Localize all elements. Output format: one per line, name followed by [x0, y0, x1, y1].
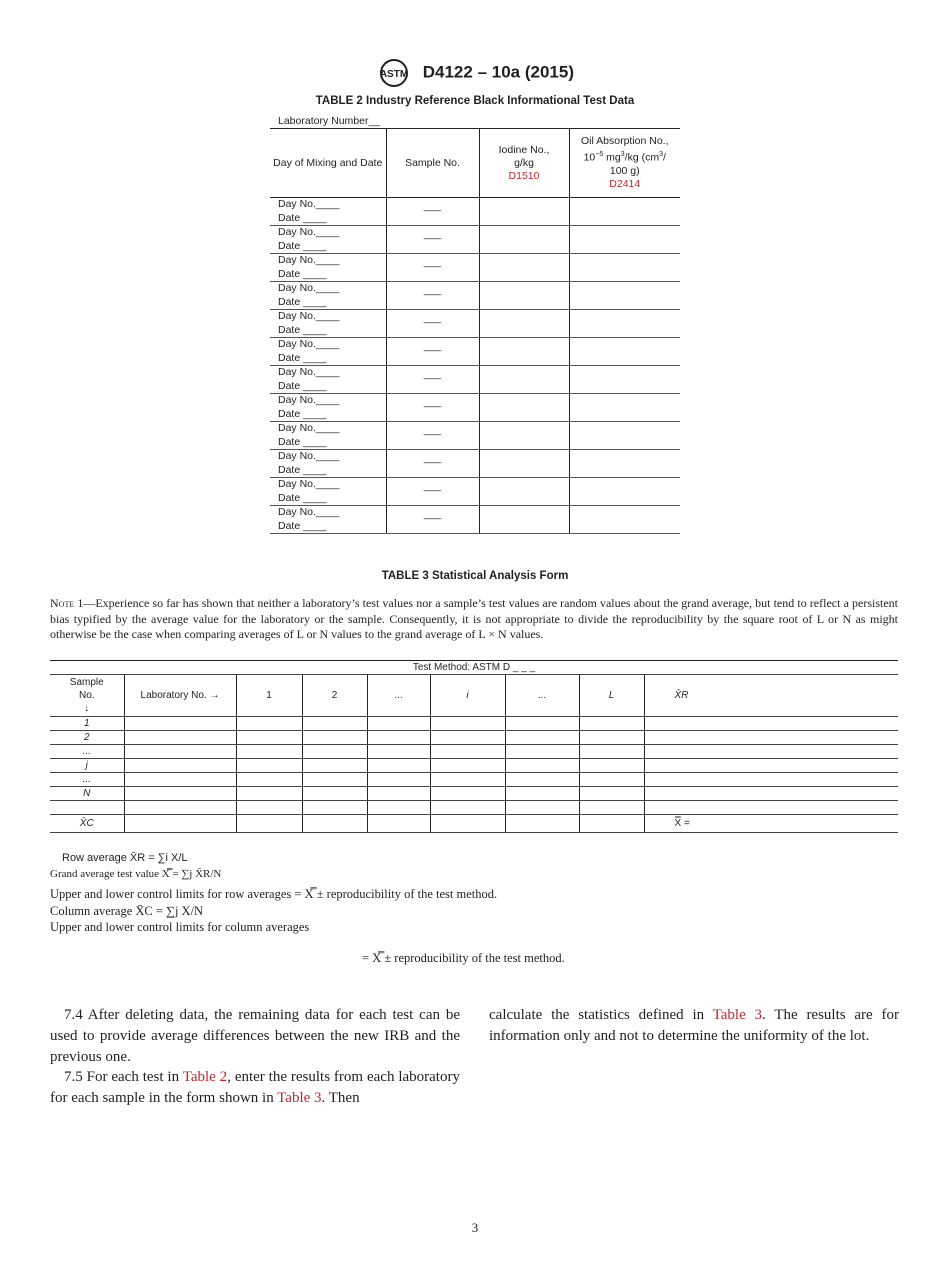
col-header: Laboratory No. → — [124, 675, 236, 717]
value-cell[interactable] — [124, 717, 236, 731]
sample-label: j — [50, 759, 124, 773]
table2-title: TABLE 2 Industry Reference Black Informational Test Data — [315, 95, 635, 107]
value-cell[interactable] — [236, 745, 302, 759]
iodine-cell[interactable] — [479, 198, 569, 226]
iodine-cell[interactable] — [479, 422, 569, 450]
grand-average-cell[interactable]: X̿ = — [644, 815, 898, 833]
day-date-cell[interactable]: Day No.____ Date ____ — [270, 366, 386, 394]
day-date-cell[interactable]: Day No.____ Date ____ — [270, 226, 386, 254]
value-cell[interactable] — [302, 717, 367, 731]
table-row — [50, 745, 898, 759]
table-row — [50, 731, 898, 745]
sample-label: X̄C — [50, 815, 124, 833]
astm-logo — [376, 58, 412, 88]
value-cell[interactable] — [505, 731, 579, 745]
sample-cell[interactable]: ___ — [386, 506, 479, 534]
iodine-cell[interactable] — [479, 366, 569, 394]
table-row — [270, 198, 680, 226]
value-cell[interactable] — [302, 731, 367, 745]
day-date-cell[interactable]: Day No.____ Date ____ — [270, 394, 386, 422]
d1510-link[interactable]: D1510 — [508, 169, 540, 182]
table-row — [270, 226, 680, 254]
col-header: L — [579, 675, 644, 717]
sample-cell[interactable]: ___ — [386, 366, 479, 394]
day-date-cell[interactable]: Day No.____ Date ____ — [270, 422, 386, 450]
col-header: 1 — [236, 675, 302, 717]
value-cell[interactable] — [367, 745, 430, 759]
table-row — [270, 310, 680, 338]
value-cell[interactable] — [124, 745, 236, 759]
table3-link[interactable]: Table 3 — [277, 1090, 322, 1106]
table3-link[interactable]: Table 3 — [712, 1007, 763, 1023]
oil-absorption-cell[interactable] — [569, 198, 680, 226]
value-cell[interactable] — [579, 759, 644, 773]
table-row — [270, 254, 680, 282]
value-cell[interactable] — [579, 801, 644, 815]
value-cell[interactable] — [579, 773, 644, 787]
col-header: X̄R — [644, 675, 898, 717]
value-cell[interactable] — [430, 787, 505, 801]
value-cell[interactable] — [124, 815, 236, 833]
value-cell[interactable] — [124, 759, 236, 773]
col-header-oil: Oil Absorption No., $10^{-5}$ $mg^3/kg$ ($cm^3/$ 100 g) D2414 — [569, 129, 680, 198]
table-row — [50, 815, 898, 833]
table-row — [270, 282, 680, 310]
oil-absorption-cell[interactable] — [569, 450, 680, 478]
value-cell[interactable] — [430, 801, 505, 815]
iodine-cell[interactable] — [479, 282, 569, 310]
value-cell[interactable] — [302, 815, 367, 833]
table-row — [50, 717, 898, 731]
col-header-day: Day of Mixing and Date — [270, 129, 386, 198]
iodine-cell[interactable] — [479, 226, 569, 254]
formula-column-limits-value: = X̿ ± reproducibility of the test method. — [362, 951, 565, 965]
value-cell[interactable] — [430, 815, 505, 833]
sample-cell[interactable]: ___ — [386, 198, 479, 226]
iodine-cell[interactable] — [479, 338, 569, 366]
paragraph-7-5: 7.5 For each test in Table 2, enter the results from each laboratory for each sample in the form shown in Table 3. Then — [50, 1069, 460, 1106]
value-cell[interactable] — [644, 759, 898, 773]
value-cell[interactable] — [367, 717, 430, 731]
value-cell[interactable] — [579, 731, 644, 745]
value-cell[interactable] — [124, 787, 236, 801]
sample-cell[interactable]: ___ — [386, 226, 479, 254]
value-cell[interactable] — [430, 745, 505, 759]
sample-cell[interactable]: ___ — [386, 450, 479, 478]
sample-label: ... — [50, 745, 124, 759]
iodine-cell[interactable] — [479, 394, 569, 422]
table-row — [270, 422, 680, 450]
formula-row-limits: Upper and lower control limits for row averages = X̿ ± reproducibility of the test method. — [50, 887, 498, 901]
value-cell[interactable] — [505, 773, 579, 787]
value-cell[interactable] — [579, 815, 644, 833]
value-cell[interactable] — [302, 773, 367, 787]
table-row — [270, 506, 680, 534]
table-row — [270, 366, 680, 394]
table3-title: TABLE 3 Statistical Analysis Form — [381, 570, 569, 582]
value-cell[interactable] — [367, 773, 430, 787]
day-date-cell[interactable]: Day No.____ Date ____ — [270, 450, 386, 478]
value-cell[interactable] — [124, 773, 236, 787]
value-cell[interactable] — [505, 787, 579, 801]
table2-link[interactable]: Table 2 — [182, 1069, 228, 1085]
oil-absorption-cell[interactable] — [569, 226, 680, 254]
iodine-cell[interactable] — [479, 254, 569, 282]
note-1: Note 1—Experience so far has shown that neither a laboratory’s test values nor a sample’s test values are random values about the grand average, but tend to reflect a persistent bias typified by the average value for the laboratory or the sample. Consequently, it is not appropriate to divide the reproducibility by the square root of L or N as might otherwise be the case when comparing averages of L or N values to the grand average of L × N values. — [50, 596, 899, 641]
value-cell[interactable] — [367, 787, 430, 801]
formula-column-limits: Upper and lower control limits for column averages — [50, 920, 310, 934]
oil-absorption-cell[interactable] — [569, 394, 680, 422]
value-cell[interactable] — [367, 815, 430, 833]
oil-absorption-cell[interactable] — [569, 506, 680, 534]
value-cell[interactable] — [644, 731, 898, 745]
value-cell[interactable] — [367, 731, 430, 745]
formula-column-average: Column average X̄C = ∑j X/N — [50, 904, 204, 918]
value-cell[interactable] — [124, 801, 236, 815]
table-row — [270, 338, 680, 366]
table-row — [270, 450, 680, 478]
day-date-cell[interactable]: Day No.____ Date ____ — [270, 198, 386, 226]
col-header: ... — [367, 675, 430, 717]
value-cell[interactable] — [367, 801, 430, 815]
sample-label: 2 — [50, 731, 124, 745]
table3 — [50, 660, 898, 833]
value-cell[interactable] — [579, 717, 644, 731]
value-cell[interactable] — [505, 815, 579, 833]
oil-absorption-cell[interactable] — [569, 254, 680, 282]
oil-absorption-cell[interactable] — [569, 338, 680, 366]
formula-grand-average: Grand average test value X̿ = ∑j X̄R/N — [50, 868, 222, 880]
sample-cell[interactable]: ___ — [386, 478, 479, 506]
col-header: Sample No. ↓ — [50, 675, 124, 717]
table-row — [50, 787, 898, 801]
sample-label: 1 — [50, 717, 124, 731]
iodine-cell[interactable] — [479, 478, 569, 506]
sample-cell[interactable]: ___ — [386, 254, 479, 282]
day-date-cell[interactable]: Day No.____ Date ____ — [270, 282, 386, 310]
page-number: 3 — [471, 1220, 479, 1235]
sample-cell[interactable]: ___ — [386, 282, 479, 310]
day-date-cell[interactable]: Day No.____ Date ____ — [270, 506, 386, 534]
table-row — [270, 478, 680, 506]
sample-cell[interactable]: ___ — [386, 422, 479, 450]
oil-absorption-cell[interactable] — [569, 282, 680, 310]
designation: D4122 – 10a (2015) — [422, 62, 574, 82]
day-date-cell[interactable]: Day No.____ Date ____ — [270, 338, 386, 366]
iodine-cell[interactable] — [479, 506, 569, 534]
oil-absorption-cell[interactable] — [569, 422, 680, 450]
col-header: i — [430, 675, 505, 717]
value-cell[interactable] — [430, 759, 505, 773]
value-cell[interactable] — [236, 773, 302, 787]
value-cell[interactable] — [579, 745, 644, 759]
paragraph-7-5-continued: calculate the statistics defined in Table 3. The results are for information only and not to determine the uniformity of the lot. — [489, 1007, 899, 1044]
value-cell[interactable] — [644, 801, 898, 815]
table-row — [270, 394, 680, 422]
value-cell[interactable] — [644, 717, 898, 731]
sample-cell[interactable]: ___ — [386, 310, 479, 338]
table-row — [50, 759, 898, 773]
value-cell[interactable] — [124, 731, 236, 745]
table2 — [270, 128, 680, 534]
sample-label — [50, 801, 124, 815]
value-cell[interactable] — [236, 717, 302, 731]
value-cell[interactable] — [430, 773, 505, 787]
col-header-iodine: Iodine No., g/kg D1510 — [479, 129, 569, 198]
value-cell[interactable] — [236, 787, 302, 801]
sample-label: N — [50, 787, 124, 801]
document-header — [0, 58, 950, 88]
sample-cell[interactable]: ___ — [386, 394, 479, 422]
svg-text:ASTM: ASTM — [379, 69, 409, 80]
value-cell[interactable] — [505, 745, 579, 759]
laboratory-number-label: Laboratory Number__ — [278, 115, 381, 127]
value-cell[interactable] — [236, 815, 302, 833]
value-cell[interactable] — [430, 717, 505, 731]
oil-absorption-cell[interactable] — [569, 366, 680, 394]
value-cell[interactable] — [302, 759, 367, 773]
table-row — [50, 801, 898, 815]
day-date-cell[interactable]: Day No.____ Date ____ — [270, 310, 386, 338]
value-cell[interactable] — [236, 731, 302, 745]
day-date-cell[interactable]: Day No.____ Date ____ — [270, 254, 386, 282]
col-header: ... — [505, 675, 579, 717]
formula-row-average: Row average X̄R = ∑i X/L — [62, 852, 188, 864]
value-cell[interactable] — [644, 787, 898, 801]
value-cell[interactable] — [236, 759, 302, 773]
col-header-sample: Sample No. — [386, 129, 479, 198]
sample-cell[interactable]: ___ — [386, 338, 479, 366]
paragraph-7-4: 7.4 After deleting data, the remaining data for each test can be used to provide average differences between the new IRB and the previous one. — [50, 1007, 460, 1065]
value-cell[interactable] — [505, 801, 579, 815]
value-cell[interactable] — [505, 717, 579, 731]
col-header: 2 — [302, 675, 367, 717]
value-cell[interactable] — [644, 773, 898, 787]
value-cell[interactable] — [579, 787, 644, 801]
value-cell[interactable] — [430, 731, 505, 745]
iodine-cell[interactable] — [479, 450, 569, 478]
oil-absorption-cell[interactable] — [569, 310, 680, 338]
sample-label: ... — [50, 773, 124, 787]
iodine-cell[interactable] — [479, 310, 569, 338]
test-method: Test Method: ASTM D _ _ _ — [50, 661, 898, 675]
value-cell[interactable] — [236, 801, 302, 815]
value-cell[interactable] — [302, 787, 367, 801]
oil-absorption-cell[interactable] — [569, 478, 680, 506]
value-cell[interactable] — [302, 745, 367, 759]
value-cell[interactable] — [302, 801, 367, 815]
value-cell[interactable] — [505, 759, 579, 773]
d2414-link[interactable]: D2414 — [609, 177, 641, 190]
value-cell[interactable] — [644, 745, 898, 759]
table-row — [50, 773, 898, 787]
day-date-cell[interactable]: Day No.____ Date ____ — [270, 478, 386, 506]
value-cell[interactable] — [367, 759, 430, 773]
